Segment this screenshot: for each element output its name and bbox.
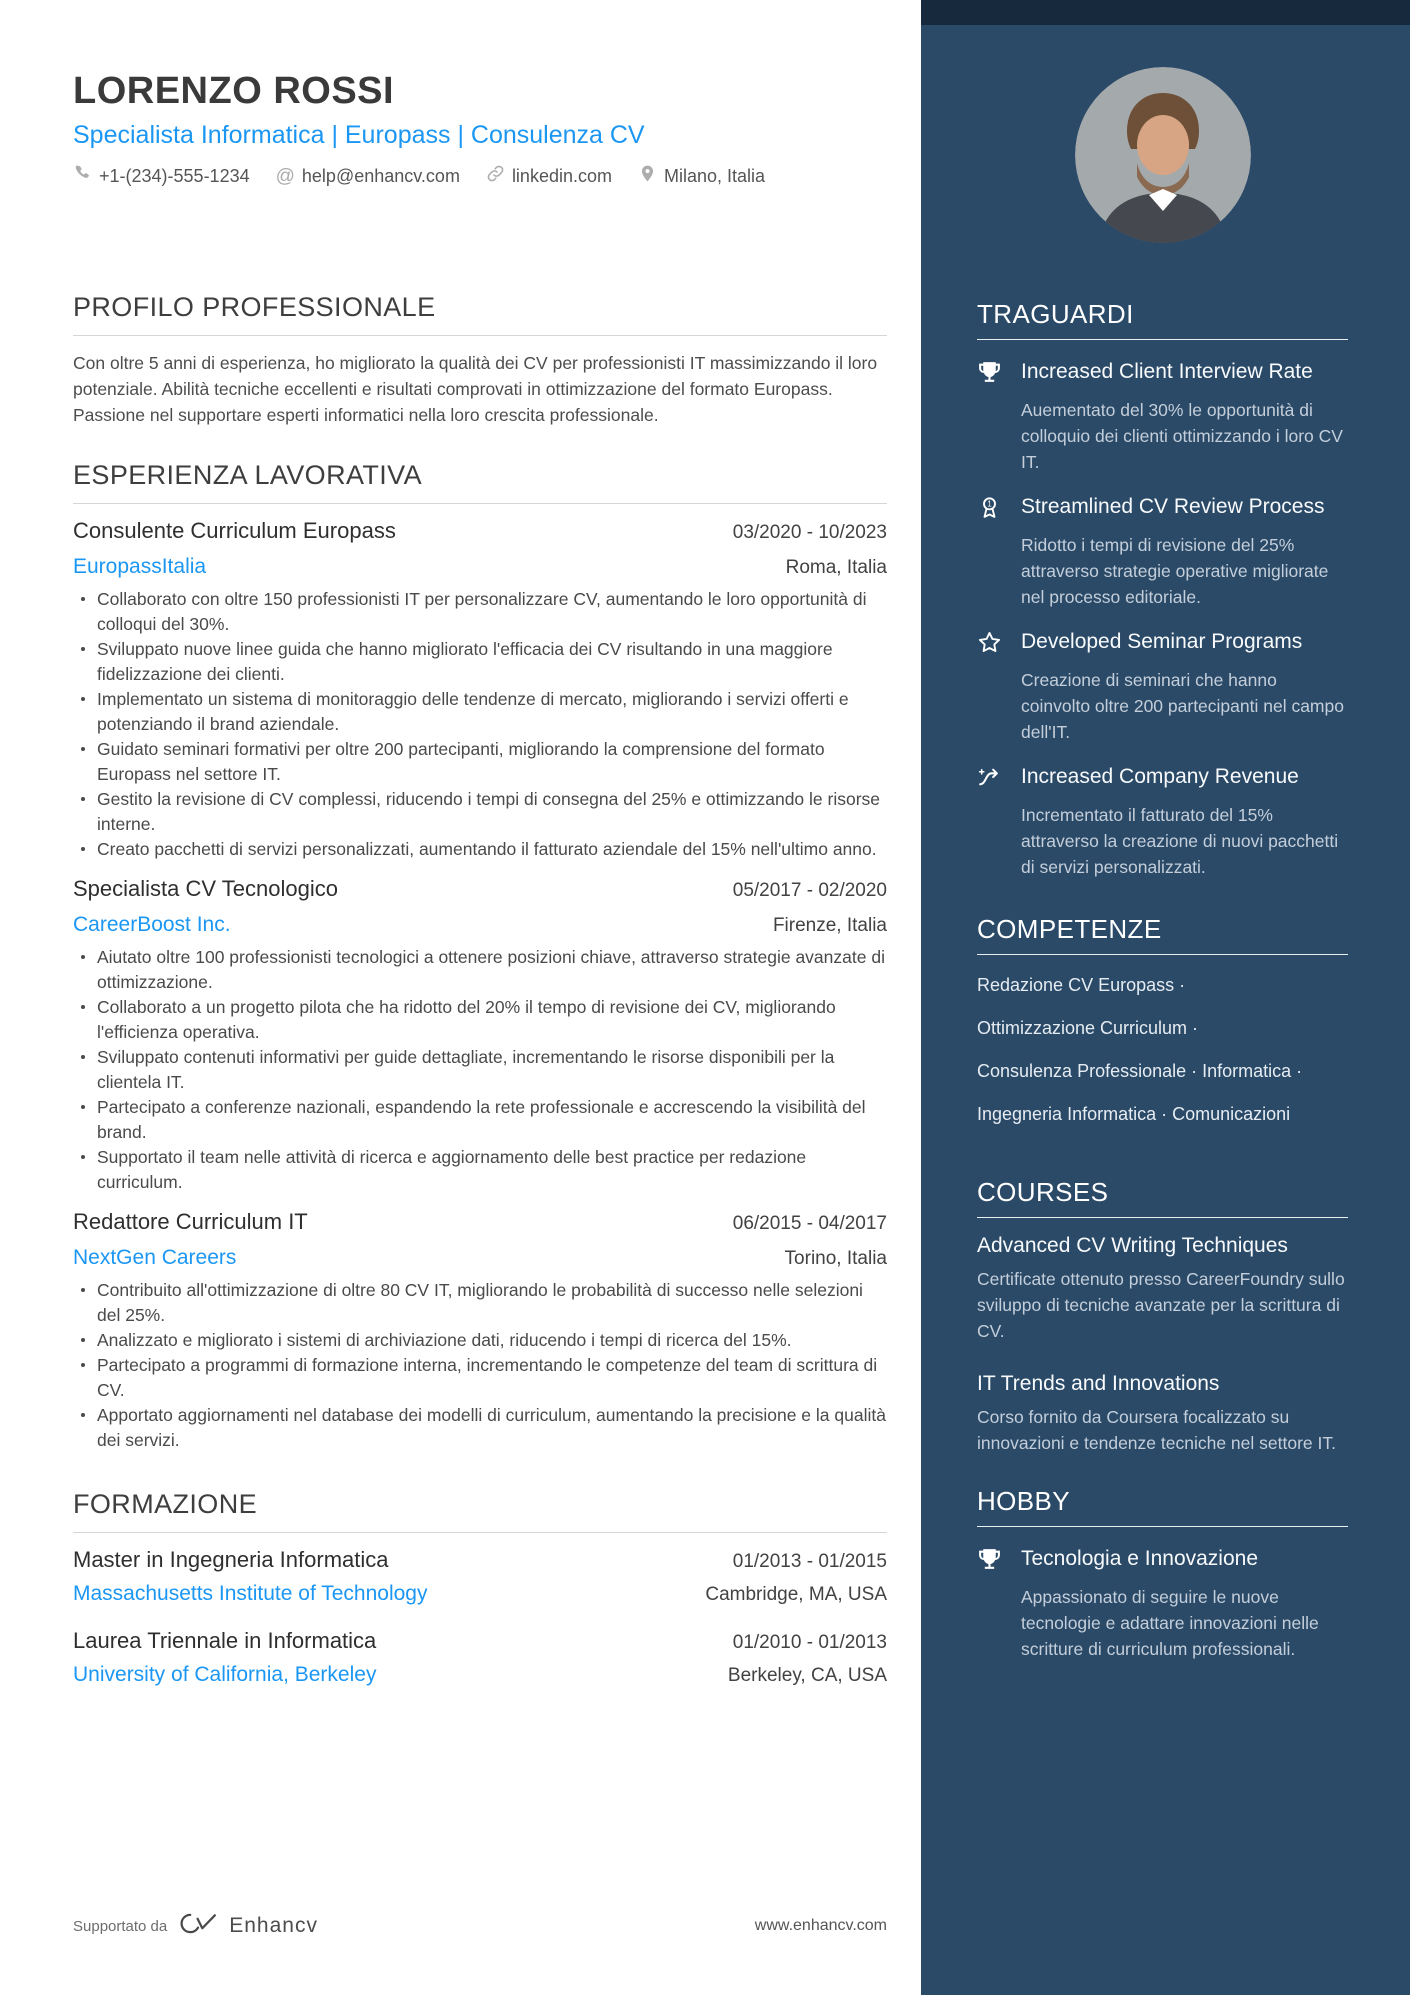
profile-summary: Con oltre 5 anni di esperienza, ho migliorato la qualità dei CV per professionisti IT massimizzando il loro potenziale. Abilità tecniche eccellenti e risultati comprovati in ottimizzazione del formato Europass. Passione nel supportare esperti informatici nella loro crescita professionale. — [73, 353, 878, 425]
achievement-title: Increased Client Interview Rate — [1021, 360, 1313, 383]
job-bullets — [73, 1278, 887, 1453]
contact-location — [638, 164, 765, 188]
hobby-item — [977, 1545, 1348, 1662]
divider — [73, 503, 887, 504]
website-link[interactable]: www.enhancv.com — [754, 1917, 887, 1934]
location-text: Milano, Italia — [663, 165, 766, 186]
education-section-heading: FORMAZIONE — [73, 1489, 257, 1519]
course-description: Certificate ottenuto presso CareerFoundry sullo sviluppo di tecniche avanzate per la scrittura di CV. — [977, 1269, 1345, 1341]
course-description: Corso fornito da Coursera focalizzato su innovazioni e tendenze tecniche nel settore IT. — [977, 1407, 1336, 1453]
bullet-item: Implementato un sistema di monitoraggio delle tendenze di mercato, migliorando i servizi offerti e potenziando il brand aziendale. — [73, 687, 887, 737]
job-location: Firenze, Italia — [772, 915, 887, 936]
phone-icon — [73, 164, 92, 188]
bullet-item: Gestito la revisione di CV complessi, riducendo i tempi di consegna del 25% e ottimizzando le risorse interne. — [73, 787, 887, 837]
achievement-item — [977, 493, 1348, 610]
job-entry — [73, 876, 887, 1195]
bullet-item: Collaborato a un progetto pilota che ha ridotto del 20% il tempo di revisione dei CV, migliorando l'efficienza operativa. — [73, 995, 887, 1045]
course-title: Advanced CV Writing Techniques — [977, 1234, 1288, 1257]
school-name: University of California, Berkeley — [73, 1663, 377, 1686]
achievement-description: Auementato del 30% le opportunità di colloquio dei clienti ottimizzando i loro CV IT. — [1021, 400, 1343, 472]
bullet-item: Creato pacchetti di servizi personalizzati, aumentando il fatturato aziendale del 15% nell'ultimo anno. — [73, 837, 887, 862]
hobby-description: Appassionato di seguire le nuove tecnologie e adattare innovazioni nelle scritture di curriculum professionali. — [1021, 1587, 1319, 1659]
brand-name: Enhancv — [229, 1914, 318, 1937]
job-dates: 06/2015 - 04/2017 — [732, 1213, 887, 1234]
achievement-description: Incrementato il fatturato del 15% attraverso la creazione di nuovi pacchetti di servizi personalizzati. — [1021, 805, 1339, 877]
contact-link[interactable] — [486, 164, 612, 188]
divider — [977, 1526, 1348, 1527]
achievement-description: Ridotto i tempi di revisione del 25% attraverso strategie operative migliorate nel processo editoriale. — [1021, 535, 1329, 607]
school-location: Berkeley, CA, USA — [727, 1665, 887, 1686]
job-title: Consulente Curriculum Europass — [73, 518, 396, 543]
divider — [977, 339, 1348, 340]
job-bullets — [73, 587, 887, 862]
job-entry — [73, 518, 887, 862]
skill-line: Ingegneria Informatica · Comunicazioni — [977, 1104, 1291, 1124]
achievement-description: Creazione di seminari che hanno coinvolto oltre 200 partecipanti nel campo dell'IT. — [1021, 670, 1344, 742]
link-url[interactable]: linkedin.com — [511, 165, 612, 186]
divider — [977, 954, 1348, 955]
bullet-item: Guidato seminari formativi per oltre 200 partecipanti, migliorando la comprensione del formato Europass nel settore IT. — [73, 737, 887, 787]
education-dates: 01/2010 - 01/2013 — [732, 1632, 887, 1653]
person-name: LORENZO ROSSI — [73, 70, 395, 112]
job-location: Roma, Italia — [785, 557, 887, 578]
profile-section-heading: PROFILO PROFESSIONALE — [73, 292, 436, 322]
course-title: IT Trends and Innovations — [977, 1372, 1220, 1395]
achievement-title: Increased Company Revenue — [1021, 765, 1299, 788]
bullet-item: Analizzato e migliorato i sistemi di archiviazione dati, riducendo i tempi di ricerca del 15%. — [73, 1328, 887, 1353]
achievement-item — [977, 358, 1348, 475]
divider — [73, 1532, 887, 1533]
skill-line: Consulenza Professionale · Informatica · — [977, 1061, 1303, 1081]
job-dates: 03/2020 - 10/2023 — [732, 522, 887, 543]
company-name: NextGen Careers — [73, 1246, 237, 1269]
degree-title: Master in Ingegneria Informatica — [73, 1547, 389, 1572]
education-dates: 01/2013 - 01/2015 — [732, 1551, 887, 1572]
bullet-item: Sviluppato nuove linee guida che hanno migliorato l'efficacia dei CV risultando in una maggiore fidelizzazione dei clienti. — [73, 637, 887, 687]
powered-by-label: Supportato da — [73, 1917, 168, 1935]
divider — [977, 1217, 1348, 1218]
job-location: Torino, Italia — [784, 1248, 887, 1269]
star-icon — [977, 628, 1003, 660]
company-name: EuropassItalia — [73, 555, 207, 578]
course-entry — [977, 1232, 1348, 1344]
company-name: CareerBoost Inc. — [73, 913, 231, 936]
education-entry — [73, 1628, 887, 1687]
link-icon — [486, 164, 505, 188]
trending-up-icon — [977, 763, 1003, 795]
education-entry — [73, 1547, 887, 1606]
job-bullets — [73, 945, 887, 1195]
bullet-item: Supportato il team nelle attività di ricerca e aggiornamento delle best practice per redazione curriculum. — [73, 1145, 887, 1195]
footer — [73, 1912, 887, 1940]
sidebar-top-strip — [921, 0, 1410, 25]
experience-section-heading: ESPERIENZA LAVORATIVA — [73, 460, 422, 490]
bullet-item: Partecipato a conferenze nazionali, espandendo la rete professionale e accrescendo la visibilità del brand. — [73, 1095, 887, 1145]
bullet-item: Partecipato a programmi di formazione interna, incrementando le competenze del team di scrittura di CV. — [73, 1353, 887, 1403]
achievement-item — [977, 763, 1348, 880]
contact-phone — [73, 164, 250, 188]
achievements-section-heading: TRAGUARDI — [977, 299, 1134, 329]
bullet-item: Sviluppato contenuti informativi per guide dettagliate, incrementando le risorse disponibili per la clientela IT. — [73, 1045, 887, 1095]
job-title: Redattore Curriculum IT — [73, 1209, 308, 1234]
skill-line: Redazione CV Europass · — [977, 975, 1186, 995]
job-dates: 05/2017 - 02/2020 — [732, 880, 887, 901]
courses-section-heading: COURSES — [977, 1177, 1109, 1207]
degree-title: Laurea Triennale in Informatica — [73, 1628, 377, 1653]
medal-icon — [977, 493, 1003, 525]
svg-text:1: 1 — [987, 499, 992, 509]
achievement-title: Developed Seminar Programs — [1021, 630, 1303, 653]
enhancv-logo-icon — [179, 1912, 217, 1940]
contact-row — [73, 164, 887, 188]
avatar — [1075, 67, 1251, 243]
school-location: Cambridge, MA, USA — [705, 1584, 887, 1605]
bullet-item: Apportato aggiornamenti nel database dei modelli di curriculum, aumentando la precisione e la qualità dei servizi. — [73, 1403, 887, 1453]
sidebar — [921, 0, 1410, 1995]
headline: Specialista Informatica | Europass | Consulenza CV — [73, 121, 645, 149]
bullet-item: Collaborato con oltre 150 professionisti IT per personalizzare CV, aumentando le loro opportunità di colloqui del 30%. — [73, 587, 887, 637]
divider — [73, 335, 887, 336]
school-name: Massachusetts Institute of Technology — [73, 1582, 428, 1605]
bullet-item: Aiutato oltre 100 professionisti tecnologici a ottenere posizioni chiave, attraverso strategie avanzate di ottimizzazione. — [73, 945, 887, 995]
contact-email[interactable] — [276, 166, 460, 187]
trophy-icon — [977, 1545, 1003, 1577]
achievement-item — [977, 628, 1348, 745]
bullet-item: Contribuito all'ottimizzazione di oltre 80 CV IT, migliorando le probabilità di successo nelle selezioni del 25%. — [73, 1278, 887, 1328]
job-entry — [73, 1209, 887, 1453]
skills-section-heading: COMPETENZE — [977, 914, 1162, 944]
phone-number: +1-(234)-555-1234 — [99, 165, 250, 186]
email-address[interactable]: help@enhancv.com — [301, 165, 460, 186]
hobby-title: Tecnologia e Innovazione — [1021, 1547, 1259, 1570]
achievement-title: Streamlined CV Review Process — [1021, 495, 1325, 518]
location-pin-icon — [638, 164, 657, 188]
course-entry — [977, 1370, 1348, 1456]
at-icon: @ — [275, 165, 295, 187]
skill-line: Ottimizzazione Curriculum · — [977, 1018, 1199, 1038]
trophy-icon — [977, 358, 1003, 390]
job-title: Specialista CV Tecnologico — [73, 876, 338, 901]
hobby-section-heading: HOBBY — [977, 1486, 1071, 1516]
